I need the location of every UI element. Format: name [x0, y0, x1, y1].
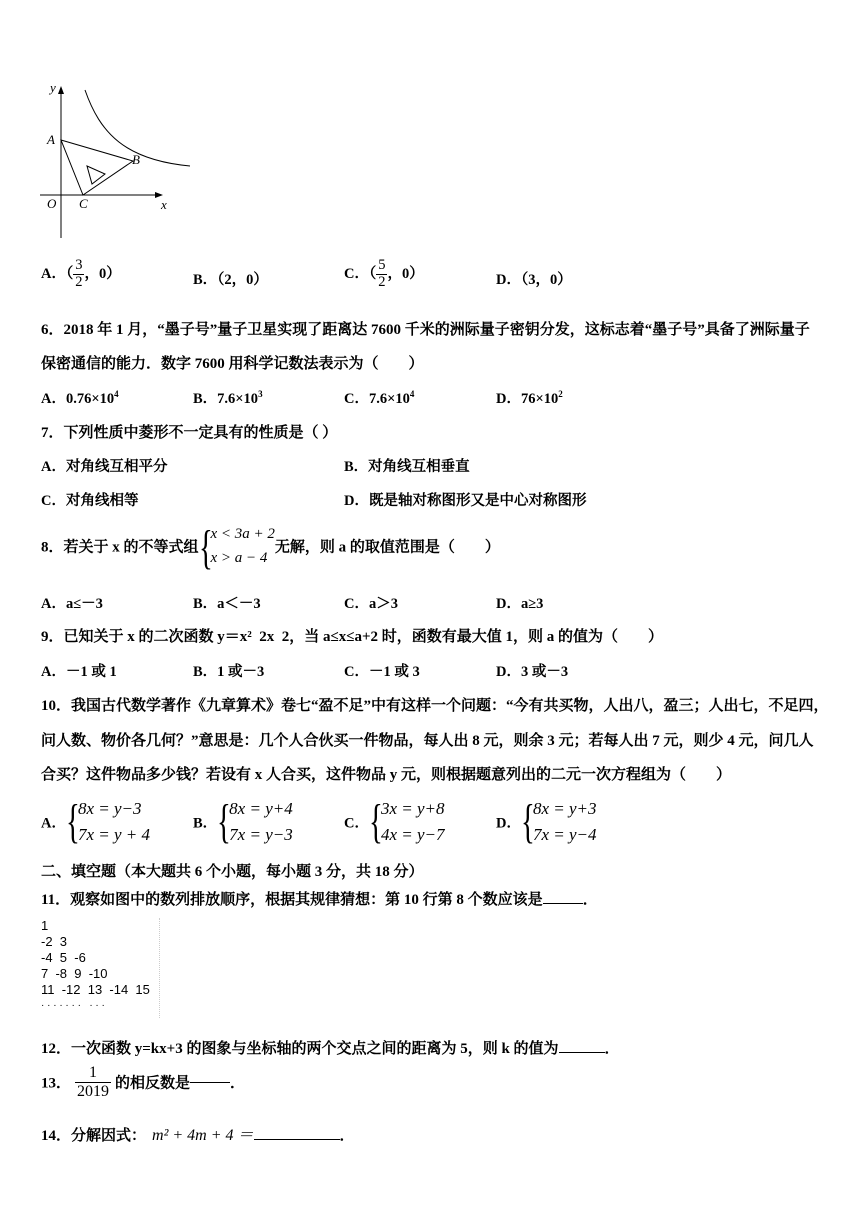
- q13-stem: 13． $\frac{1}{2019}$ 的相反数是 ．: [41, 1064, 246, 1100]
- q9-option-d: D．3 或－3: [496, 664, 569, 680]
- sequence-row: · · · · · · · · · ·: [41, 1000, 105, 1011]
- q10-option-a: A． { 8x = y−3 7x = y + 4: [41, 795, 151, 848]
- q8-option-d: D．a≥3: [496, 596, 544, 612]
- q5-option-b: B．（2，0）: [193, 272, 268, 288]
- q5-option-d: D．（3，0）: [496, 272, 572, 288]
- sequence-row: -2 3: [41, 934, 68, 949]
- q9-option-b: B．1 或－3: [193, 664, 265, 680]
- q9-option-a: A．－1 或 1: [41, 664, 117, 680]
- label-b: B: [132, 152, 140, 167]
- q6-option-b: B．$7.6\times 10^3$: [193, 389, 263, 407]
- q10-option-d: D． { 8x = y+3 7x = y−4: [496, 795, 597, 848]
- q11-stem: 11．观察如图中的数列排放顺序，根据其规律猜想：第 10 行第 8 个数应该是 ．: [41, 892, 598, 908]
- sequence-row: -4 5 -6: [41, 950, 86, 965]
- q8-option-c: C．a＞3: [344, 596, 398, 612]
- label-o: O: [47, 196, 57, 211]
- sequence-row: 1: [41, 918, 49, 933]
- label-a: A: [47, 132, 55, 147]
- q6-stem-line2: 保密通信的能力．数字 7600 用科学记数法表示为（ ）: [41, 356, 424, 372]
- q9-stem: 9．已知关于 x 的二次函数 y＝x² 2x 2，当 a≤x≤a+2 时，函数有最大值 1，则 a 的值为（ ）: [41, 629, 664, 645]
- sequence-row: 11 -12 13 -14 15: [41, 982, 150, 997]
- q10-option-b: B． { 8x = y+4 7x = y−3: [193, 795, 293, 848]
- q7-option-d: D．既是轴对称图形又是中心对称图形: [344, 493, 587, 509]
- q7-option-a: A．对角线互相平分: [41, 459, 168, 475]
- y-axis-arrow: [58, 86, 64, 94]
- q6-stem-line1: 6．2018 年 1 月，“墨子号”量子卫星实现了距离达 7600 千米的洲际量子密钥分发，这标志着“墨子号”具备了洲际量子: [41, 322, 810, 338]
- coordinate-figure: [30, 78, 200, 243]
- q9-option-c: C．－1 或 3: [344, 664, 420, 680]
- q8-stem: 8．若关于 x 的不等式组 { x < 3a + 2 x > a − 4 无解，则 a 的取值范围是（ ）: [41, 521, 500, 574]
- q5-option-a: A．（ $\frac{3}{2}$ ，0）: [41, 257, 121, 290]
- section-heading: 二、填空题（本大题共 6 个小题，每小题 3 分，共 18 分）: [41, 864, 424, 880]
- q7-stem: 7．下列性质中菱形不一定具有的性质是（ ）: [41, 425, 338, 441]
- q8-option-a: A．a≤－3: [41, 596, 103, 612]
- label-y: y: [50, 80, 56, 95]
- sequence-row: 7 -8 9 -10: [41, 966, 108, 981]
- q12-stem: 12．一次函数 y=kx+3 的图象与坐标轴的两个交点之间的距离为 5，则 k 的值为 ．: [41, 1041, 620, 1057]
- q8-option-b: B．a＜－3: [193, 596, 261, 612]
- q10-stem-line1: 10．我国古代数学著作《九章算术》卷七“盈不足”中有这样一个问题：“今有共买物，人出八，盈三；人出七，不足四，: [41, 698, 829, 714]
- q14-stem: 14．分解因式： m² + 4m + 4 ＝ ．: [41, 1127, 355, 1144]
- q10-stem-line3: 合买？这件物品多少钱？若设有 x 人合买，这件物品 y 元，则根据题意列出的二元一次方程组为（ ）: [41, 767, 732, 783]
- label-x: x: [161, 197, 167, 212]
- q6-option-d: D．$76\times 10^2$: [496, 389, 563, 407]
- q5-option-c: C．（ $\frac{5}{2}$ ，0）: [344, 257, 424, 290]
- q7-option-c: C．对角线相等: [41, 493, 139, 509]
- q6-option-c: C．$7.6\times 10^4$: [344, 389, 415, 407]
- label-c: C: [79, 196, 88, 211]
- q10-option-c: C． { 3x = y+8 4x = y−7: [344, 795, 445, 848]
- q6-option-a: A．$0.76\times 10^4$: [41, 389, 119, 407]
- q11-sequence-figure: [41, 918, 160, 1018]
- q7-option-b: B．对角线互相垂直: [344, 459, 470, 475]
- q10-stem-line2: 问人数、物价各几何？”意思是：几个人合伙买一件物品，每人出 8 元，则余 3 元；若每人出 7 元，则少 4 元，问几人: [41, 733, 814, 749]
- triangle-abc: [61, 140, 133, 195]
